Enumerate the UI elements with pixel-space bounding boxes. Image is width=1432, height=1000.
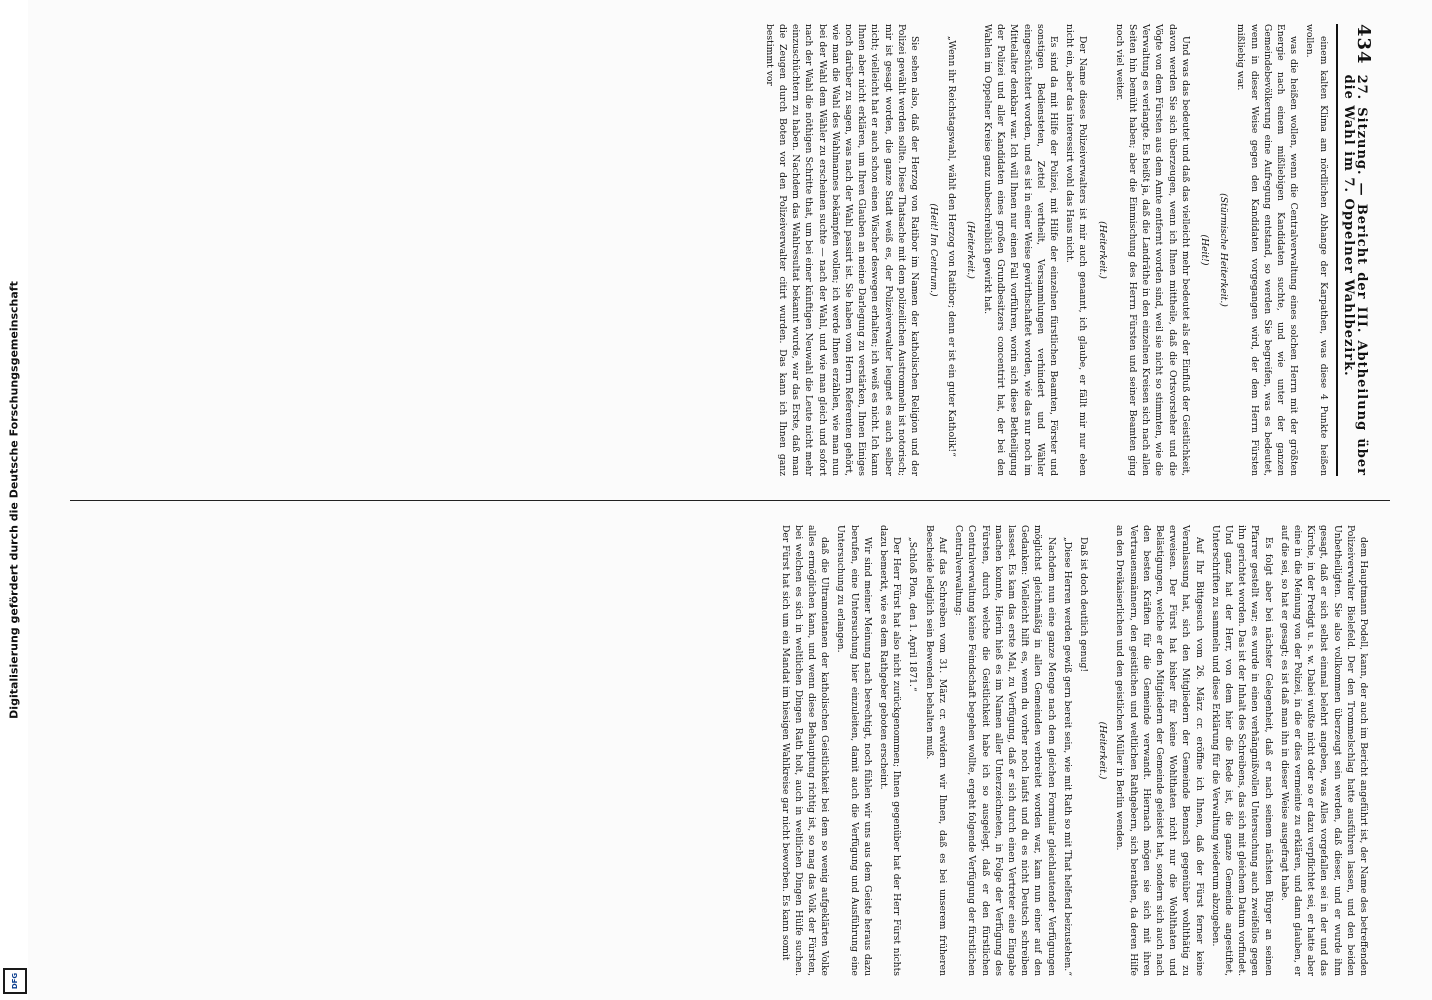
digitization-strip (0, 0, 28, 1000)
paragraph: dem Hauptmann Podell, kann, der auch im Bericht angeführt ist, der Name des betreffenden Polizeiverwalter Bielefeld. Der den Trommelschlag hatte ausführen lassen, und den beiden Unbetheiligten. Sie also vollkommen überzeugt sein werden, daß dieser, und er wurde ihm gesagt, daß er sich selbst einmal belehrt angeben, was Alles vorgefallen sei in der und das Kirche, in der Predigt u. s. w. Dabei wußte nicht oder so er dazu verpflichtet sei, er hatte aber eine in die Meinung von der Polizei, in die er dies vermeinte zu erklären, und dann glauben, er auf die sei, so hat er gesagt; es ist daß man ihn in dieser Weise ausgefragt habe. (1278, 525, 1369, 976)
scanned-document (28, 0, 1432, 1000)
paragraph: Wir sind meiner Meinung nach berechtigt, noch fühlen wir uns aus dem Geiste heraus dazu berufen, eine Untersuchung hier einzuleiten, damit auch die Verfügung und Ausführung eine Untersuchung zu erlangen. (835, 525, 873, 976)
paragraph: Der Herr Fürst hat also nicht zurückgenommen; Ihnen gegenüber hat der Herr Fürst nichts dazu bemerkt, wie es dem Rathgeber geboten erscheint. (878, 525, 903, 976)
paragraph: was die heißen wollen, wenn die Centralverwaltung eines solchen Herrn mit der größten Energie nach einem mißliebigen Kandidaten suchte, und wie unter der ganzen Gemeindebevölkerung eine Aufregung entstand, so werden Sie begreifen, was es bedeutet, wenn in dieser Weise gegen den Kandidaten vorgegangen wird, der dem Herrn Fürsten mißliebig war. (1235, 24, 1300, 476)
paragraph: Nachdem nun eine ganze Menge nach dem gleichen Formular gleichlautender Verfügungen möglichst gleichmäßig in allen Gemeinden verbreitet worden war, kam nun einer auf den Gedanken: Vielleicht hilft es, wenn du vorher noch laufst und du es nicht Deutsch schreiben lassest. Es kam das erste Mal, zu Verfügung, daß er sich durch einen Vertreter eine Eingabe machen konnte, Hierin hieß es im Namen aller Unterzeichneten, in Folge der Verfügung des Fürsten, durch welche die Geistlichkeit habe ich so ausgelegt, daß er den fürstlichen Centralverwaltung keine Feindschaft begehen wollte, ergeht folgende Verfügung der fürstlichen Centralverwaltung: (953, 525, 1057, 976)
quotation: Auf das Schreiben vom 31. März cr. erwidern wir Ihnen, daß es bei unserem früheren Bescheide lediglich sein Bewenden behalten muß. (923, 525, 948, 976)
interjection: (Heit!) (1198, 234, 1210, 266)
paragraph: Und was das bedeutet und daß das vielleicht mehr bedeutet als der Einfluß der Geistlichkeit, davon werden Sie sich überzeugen, wenn ich Ihnen mittheile, daß die Ortsvorsteher und die Vögte von dem Fürsten aus dem Amte entfernt worden sind, weil sie nicht so stimmten, wie die Verwaltung es verlangte. Es heißt ja, daß die Landräthe in den einzelnen Kreisen sich nach allen Seiten hin bemüht haben; aber die Einmischung des Herrn Fürsten und seiner Beamten ging noch viel weiter. (1113, 24, 1191, 476)
dfg-logo-icon (3, 968, 27, 994)
running-head: 27. Sitzung. — Bericht der III. Abtheilung über die Wahl im 7. Oppelner Wahlbezirk. (1340, 74, 1369, 476)
paragraph: Daß ist doch deutlich genug! (1077, 537, 1089, 673)
rotated-double-page (70, 0, 1390, 1000)
paragraph: Es sind da mit Hilfe der Polizei, mit Hilfe der einzelnen fürstlichen Beamten, Förster und sonstigen Bediensteten, Zettel vertheilt, Versammlungen verhindert und Wähler eingeschüchtert worden, und es ist in einer Weise gewirthschaftet worden, wie das nur noch im Mittelalter denkbar war. Ich will Ihnen nur einen Fall vorführen, worin sich diese Betheiligung der Polizei und aller Kandidaten eines großen Grundbesitzers concentrirt hat, der bei den Wahlen im Oppelner Kreise ganz unbeschreiblich gewirkt hat. (981, 24, 1059, 476)
paragraph: Der Name dieses Polizeiverwalters ist mir auch genannt, ich glaube, er fällt mir nur eben nicht ein, aber das interessirt wohl das Haus nicht. (1064, 24, 1089, 476)
quotation: „Schloß Plon, den 1. April 1871.“ (907, 537, 919, 692)
interjection: (Stürmische Heiterkeit.) (1218, 193, 1230, 307)
paragraph: Es folgt aber bei nächster Gelegenheit, daß er nach seinem nächsten Bürger an seinen Pfarrer gestellt war; es wurde in einen verhängnißvollen Untersuchung auch zweifellos gegen ihn gerichtet worden. Das ist der Inhalt des Schreibens, das sich mit gleichem Datum vorfindet. Und ganz hat der Herr, von dem hier die Rede ist, die ganze Gemeinde angestiftet, Unterschriften zu sammeln und diese Erklärung für die Verwaltung wiederum abzugeben. (1209, 525, 1274, 976)
interjection: (Heiterkeit.) (964, 221, 976, 279)
right-page (70, 500, 1390, 1000)
paragraph: daß die Ultramontanen der katholischen Geistlichkeit bei dem so wenig aufgeklärten Volke alles ermöglichen kann, und wenn diese Behauptung richtig ist, so mag das Volk der Fürsten, bei welchen es sich in weltlichen Dingen Rath holt, auch in weltlichen Dingen Hülfe suchen. Der Fürst hat sich um ein Mandat im hiesigen Wahlkreise gar nicht beworben. Es kann somit (779, 525, 831, 976)
paragraph: Sie sehen also, daß der Herzog von Ratibor im Namen der katholischen Religion und der Polizei gewählt werden sollte. Diese Thatsache mit dem polizeilichen Austrommeln ist notorisch; mir ist gesagt worden, die ganze Stadt weiß es, der Polizeiverwalter leugnet es auch selber nicht; vielleicht hat er auch schon einen Wischer deswegen erhalten; ich weiß es nicht. Ich kann Ihnen aber nicht erklären, um Ihren Glauben an meine Darlegung zu verstärken, Ihnen Einiges noch darüber zu sagen, was nach der Wahl passirt ist. Sie haben vom Herrn Referenten gehört, wie man die Wahl des Wahlmannes bekämpfen wollen; ich werde Ihnen erzählen, wie man nun bei der Wahl dem Wähler zu erscheinen suchte — nach der Wahl, und wie man gleich und sofort nach der Wahl die nöthigen Schritte that, um bei einer künftigen Neuwahl die Leute nicht mehr einzuschüchtern zu haben. Nachdem das Wahlresultat bekannt wurde, war das Erste, daß man die Zeugen durch Boten vor den Polizeiverwalter citirt wurden. Das kann ich Ihnen ganz bestimmt vor (763, 24, 921, 476)
interjection: (Heiterkeit.) (1096, 221, 1108, 279)
paragraph: einem kalten Klima am nördlichen Abhange der Karpathen, was diese 4 Punkte heißen wollen. (1304, 24, 1329, 476)
paragraph: Auf Ihr Bittgesuch vom 26. März cr. eröffne ich Ihnen, daß der Fürst ferner keine Veranlassung hat, sich den Mitgliedern der Gemeinde Bennsch gegenüber wohlthätig zu erweisen. Der Fürst hat bisher für keine Wohlthaten nicht nur die Wohlthaten und Belästigungen, welche er den Mitgliedern der Gemeinde geleistet hat, sondern sich auch nach den besten Kräften für die Gemeinde verwandt. Hiernach mögen sie sich mit ihren Vertrauensmännern, den geistlichen und weltlichen Rathgebern, sich berathen, da deren Hilfe an den Dreikaiserlichen und den geistlichen Müller in Berlin wenden. (1114, 525, 1205, 976)
dfg-logo-text: DFG (11, 972, 19, 990)
binding-marks (776, 500, 790, 501)
page-number: 434 (1353, 24, 1374, 65)
page-header (1336, 24, 1374, 476)
digitization-note: Digitalisierung gefördert durch die Deutsche Forschungsgemeinschaft (7, 281, 21, 719)
left-page (70, 0, 1390, 500)
quotation: „Wenn ihr Reichstagswahl, wählt den Herzog von Ratibor; denn er ist ein guter Katholik!“ (945, 36, 957, 457)
quotation: „Diese Herren werden gewiß gern bereit sein, wie mit Rath so mit That helfend beizustehen.“ (1061, 537, 1073, 976)
interjection: (Heit! Im Centrum.) (928, 203, 940, 297)
interjection: (Heiterkeit.) (1097, 721, 1109, 780)
